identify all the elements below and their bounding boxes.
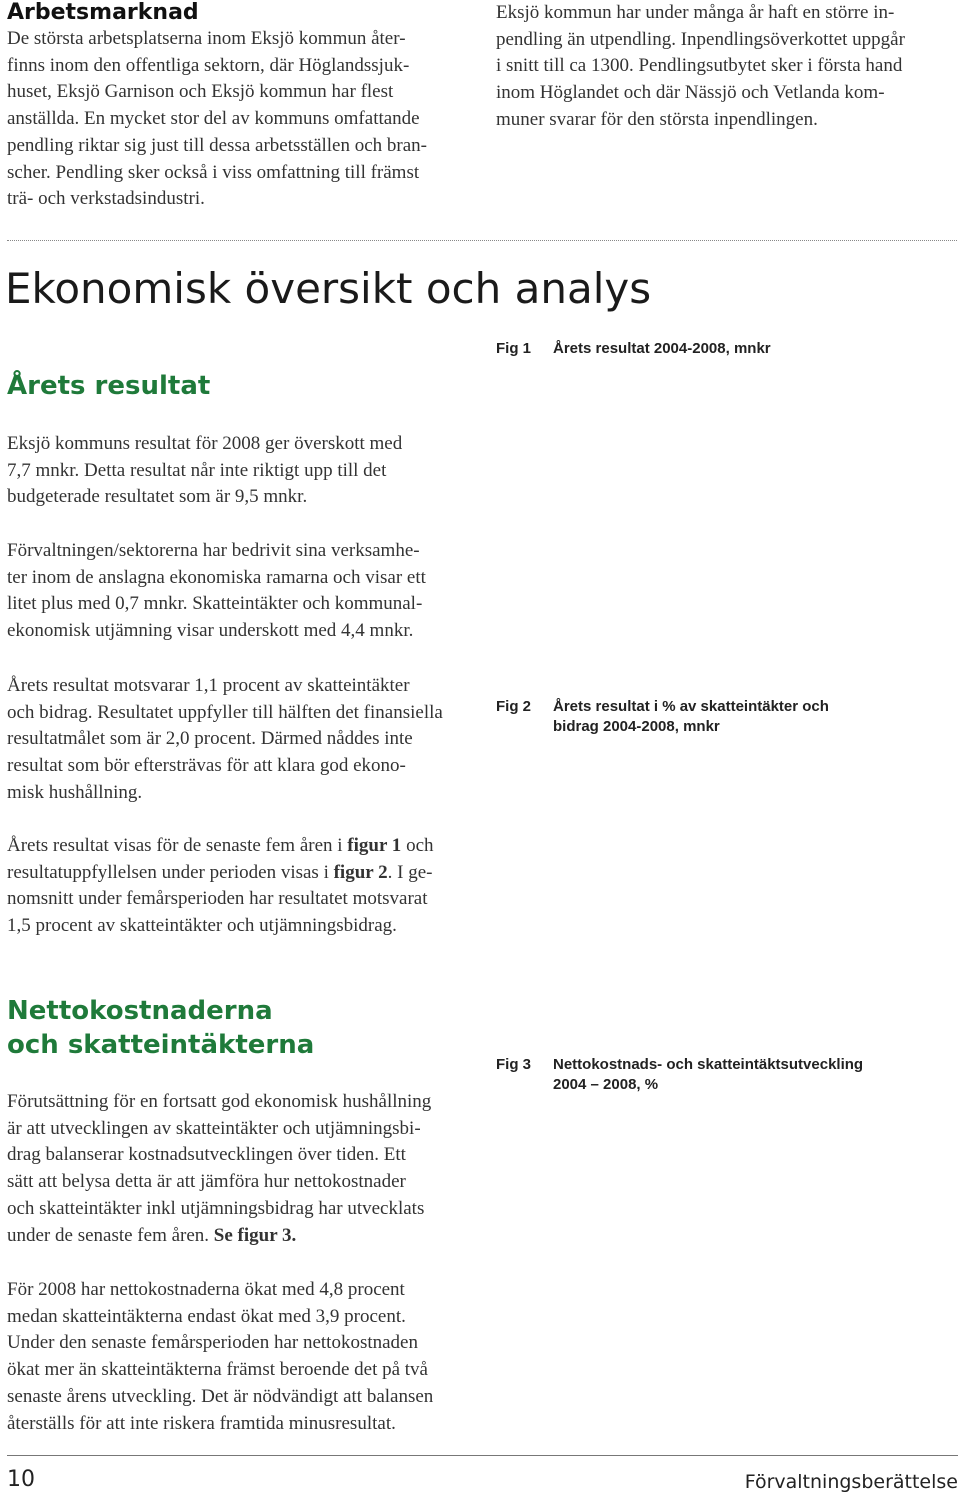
figure-reference: figur 2 — [333, 861, 388, 883]
text-line: Årets resultat motsvarar 1,1 procent av skatteintäkter — [7, 675, 410, 696]
text-line: nomsnitt under femårsperioden har resultatet motsvarat — [7, 888, 428, 910]
text-line: medan skatteintäkterna endast ökat med 3,9 procent. — [7, 1305, 406, 1327]
nettokostnaderna-para2 — [7, 1277, 477, 1437]
arets-resultat-para1 — [7, 431, 477, 511]
figure-title — [553, 339, 893, 359]
figure-title-line: bidrag 2004-2008, mnkr — [553, 718, 720, 735]
heading-line: Nettokostnaderna — [7, 996, 273, 1026]
figure-reference: Se figur 3. — [213, 1224, 297, 1246]
text-line: Eksjö kommun har under många år haft en större in- — [496, 2, 895, 23]
figure-3-caption — [496, 1055, 893, 1095]
text-line: pendling riktar sig just till dessa arbetsställen och bran- — [7, 134, 428, 156]
figure-1-caption — [496, 339, 893, 359]
text-line: ter inom de anslagna ekonomiska ramarna och visar ett — [7, 566, 426, 588]
text-run: Årets resultat visas för de senaste fem åren i — [7, 835, 348, 856]
text-line: Förutsättning för en fortsatt god ekonomisk hushållning — [7, 1091, 432, 1112]
figure-title-line: Årets resultat 2004-2008, mnkr — [553, 340, 771, 357]
text-line: är att utvecklingen av skatteintäkter och utjämningsbi- — [7, 1117, 421, 1139]
text-line: ökat mer än skatteintäkterna främst beroende det på två — [7, 1359, 428, 1381]
text-line: inom Höglandet och där Nässjö och Vetlanda kom- — [496, 82, 885, 104]
text-line — [7, 860, 477, 887]
nettokostnaderna-heading — [7, 994, 314, 1062]
text-run: . I ge- — [387, 861, 433, 883]
text-run: och — [401, 835, 434, 856]
text-line: budgeterade resultatet som är 9,5 mnkr. — [7, 486, 308, 508]
text-line: pendling än utpendling. Inpendlingsöverkottet uppgår — [496, 28, 905, 50]
arbetsmarknad-right-text — [496, 0, 958, 134]
text-line: resultatmålet som är 2,0 procent. Därmed nåddes inte — [7, 728, 413, 750]
text-line: finns inom den offentliga sektorn, där Höglandssjuk- — [7, 54, 410, 76]
text-line: återställs för att inte riskera framtida minusresultat. — [7, 1412, 396, 1434]
text-line: litet plus med 0,7 mnkr. Skatteintäkter och kommunal- — [7, 593, 423, 615]
text-line: sätt att belysa detta är att jämföra hur nettokostnader — [7, 1171, 406, 1193]
figure-title — [553, 1055, 893, 1095]
text-line: trä- och verkstadsindustri. — [7, 188, 205, 210]
text-run: resultatuppfyllelsen under perioden visas i — [7, 861, 334, 883]
text-line: anställda. En mycket stor del av kommuns omfattande — [7, 108, 420, 130]
figure-title-line: Nettokostnads- och skatteintäktsutveckling — [553, 1056, 864, 1073]
text-line: Förvaltningen/sektorerna har bedrivit sina verksamhe- — [7, 540, 420, 561]
text-line: huset, Eksjö Garnison och Eksjö kommun har flest — [7, 81, 394, 103]
text-line: 7,7 mnkr. Detta resultat når inte riktigt upp till det — [7, 459, 387, 481]
text-line: drag balanserar kostnadsutvecklingen över tiden. Ett — [7, 1144, 406, 1166]
nettokostnaderna-para1 — [7, 1089, 477, 1249]
text-line: Under den senaste femårsperioden har nettokostnaden — [7, 1332, 418, 1354]
figure-title-line: Årets resultat i % av skatteintäkter och — [553, 698, 829, 715]
figure-title — [553, 697, 893, 737]
text-line — [7, 1223, 477, 1250]
arets-resultat-para2 — [7, 538, 477, 645]
page-number: 10 — [7, 1467, 35, 1492]
section-divider — [7, 240, 957, 241]
figure-number: Fig 1 — [496, 340, 532, 357]
text-line: 1,5 procent av skatteintäkter och utjämningsbidrag. — [7, 915, 397, 937]
section-title: Ekonomisk översikt och analys — [5, 264, 652, 313]
arets-resultat-para3 — [7, 673, 477, 807]
arets-resultat-heading: Årets resultat — [7, 371, 211, 401]
text-run: under de senaste fem åren. — [7, 1224, 214, 1246]
arbetsmarknad-heading: Arbetsmarknad — [7, 0, 199, 25]
text-line: muner svarar för den största inpendlingen. — [496, 108, 818, 130]
figure-number: Fig 3 — [496, 1056, 532, 1073]
heading-line: och skatteintäkterna — [7, 1030, 315, 1060]
text-line: De största arbetsplatserna inom Eksjö kommun åter- — [7, 28, 406, 49]
text-line: senaste årens utveckling. Det är nödvändigt att balansen — [7, 1385, 434, 1407]
text-line — [7, 833, 477, 860]
footer-section-label: Förvaltningsberättelse — [744, 1471, 958, 1493]
footer-rule — [7, 1455, 958, 1456]
text-line: misk hushållning. — [7, 781, 143, 803]
text-line: Eksjö kommuns resultat för 2008 ger överskott med — [7, 433, 403, 454]
text-line: För 2008 har nettokostnaderna ökat med 4,8 procent — [7, 1279, 405, 1300]
text-line: och bidrag. Resultatet uppfyller till hälften det finansiella — [7, 701, 443, 723]
figure-2-caption — [496, 697, 893, 737]
text-line: resultat som bör eftersträvas för att klara god ekono- — [7, 755, 406, 777]
arets-resultat-para4 — [7, 833, 477, 940]
text-line: och skatteintäkter inkl utjämningsbidrag har utvecklats — [7, 1197, 425, 1219]
figure-number: Fig 2 — [496, 698, 532, 715]
text-line: i snitt till ca 1300. Pendlingsutbytet sker i första hand — [496, 55, 903, 77]
text-line: ekonomisk utjämning visar underskott med 4,4 mnkr. — [7, 620, 414, 642]
figure-reference: figur 1 — [347, 835, 402, 856]
arbetsmarknad-left-text — [7, 26, 477, 213]
figure-title-line: 2004 – 2008, % — [553, 1076, 659, 1093]
text-line: scher. Pendling sker också i viss omfattning till främst — [7, 161, 420, 183]
